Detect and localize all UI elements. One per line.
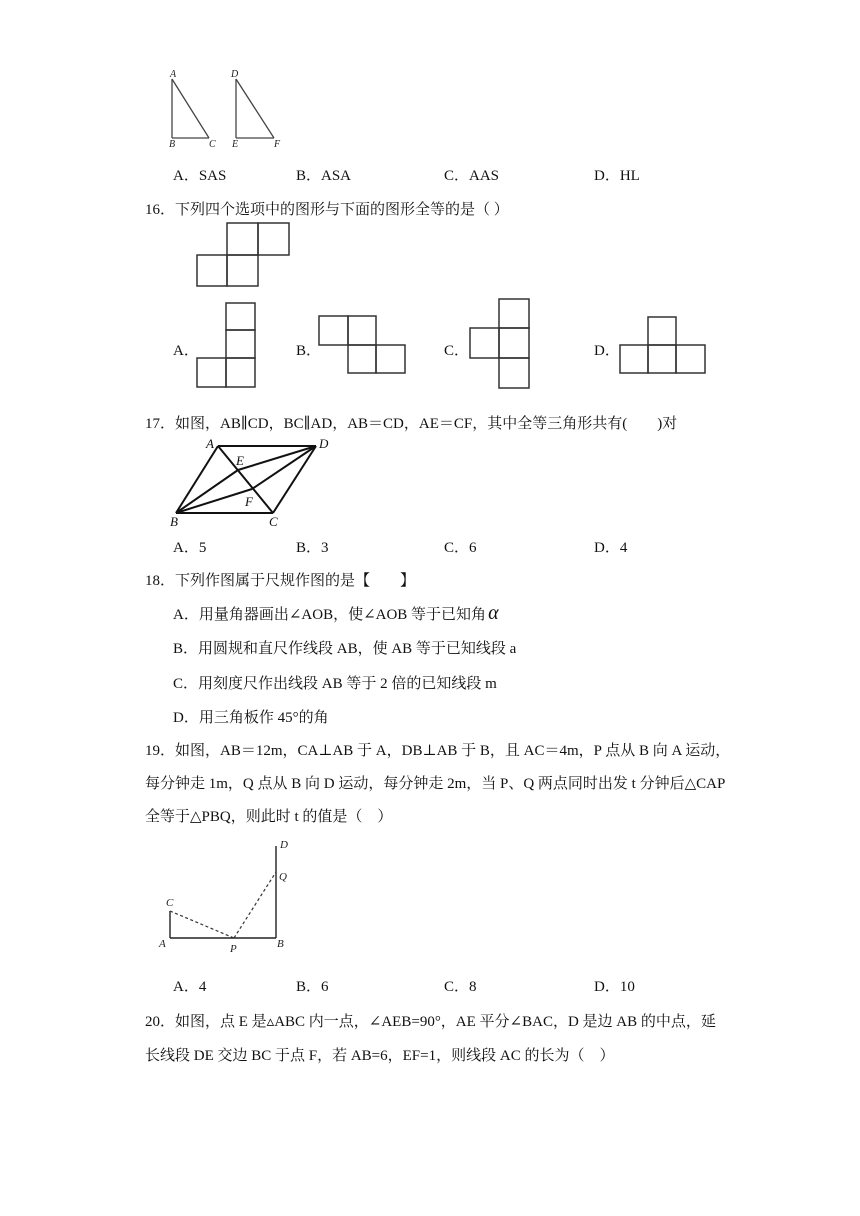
q17-label-c: C <box>269 514 278 529</box>
q19-option-c: C．8 <box>444 979 477 995</box>
alpha-symbol: α <box>488 602 499 624</box>
q19-line-2: 每分钟走 1m，Q 点从 B 向 D 运动，每分钟走 2m，当 P、Q 两点同时出发 t 分钟后△CAP <box>145 776 726 792</box>
q19-label-a: A <box>159 938 166 950</box>
q16-option-b-label: B． <box>296 343 322 359</box>
q16-stem: 16．下列四个选项中的图形与下面的图形全等的是（ ） <box>145 202 509 218</box>
q17-figure <box>168 436 348 528</box>
q15-label-c: C <box>209 139 216 150</box>
q19-label-c: C <box>166 897 174 909</box>
q18-option-a <box>173 602 499 625</box>
q15-option-a: A．SAS <box>173 168 227 184</box>
q15-label-b: B <box>169 139 176 150</box>
q18-option-c: C．用刻度尺作出线段 AB 等于 2 倍的已知线段 m <box>173 676 497 692</box>
q15-label-e: E <box>232 139 239 150</box>
q16-option-a-label: A． <box>173 343 199 359</box>
q19-label-q: Q <box>279 871 287 883</box>
q18-option-a-text: A．用量角器画出∠AOB，使∠AOB 等于已知角 <box>173 607 487 623</box>
q17-label-d: D <box>319 436 329 451</box>
q16-option-b-figure <box>318 315 408 377</box>
q16-option-d-label: D． <box>594 343 620 359</box>
q20-line-1: 20．如图，点 E 是▵ABC 内一点，∠AEB=90°，AE 平分∠BAC，D 是边 AB 的中点，延 <box>145 1014 716 1030</box>
q16-reference-figure <box>196 222 292 288</box>
q19-line-3: 全等于△PBQ，则此时 t 的值是（ ） <box>145 809 393 825</box>
q20-line-2: 长线段 DE 交边 BC 于点 F，若 AB=6，EF=1，则线段 AC 的长为（ ） <box>145 1048 615 1064</box>
q19-option-a: A．4 <box>173 979 207 995</box>
q19-line-1: 19．如图，AB＝12m，CA⊥AB 于 A，DB⊥AB 于 B，且 AC＝4m，P 点从 B 向 A 运动， <box>145 743 731 759</box>
q16-option-d-figure <box>619 316 709 376</box>
q15-label-f: F <box>274 139 281 150</box>
q19-label-d: D <box>280 839 288 851</box>
q18-option-b: B．用圆规和直尺作线段 AB，使 AB 等于已知线段 a <box>173 641 517 657</box>
q15-option-b: B．ASA <box>296 168 352 184</box>
q18-stem: 18．下列作图属于尺规作图的是【 】 <box>145 573 416 589</box>
q15-option-c: C．AAS <box>444 168 500 184</box>
q16-option-c-label: C． <box>444 343 470 359</box>
q17-label-e: E <box>236 453 244 468</box>
q19-option-b: B．6 <box>296 979 329 995</box>
q15-label-a: A <box>170 69 177 80</box>
q16-option-c-figure <box>469 298 533 392</box>
q17-option-d: D．4 <box>594 540 628 556</box>
q17-label-f: F <box>245 494 253 509</box>
q19-label-b: B <box>277 938 284 950</box>
q15-figure <box>165 68 295 150</box>
q15-option-d: D．HL <box>594 168 640 184</box>
q19-figure <box>155 836 305 956</box>
q19-label-p: P <box>230 943 237 955</box>
q17-label-a: A <box>206 436 214 451</box>
q15-label-d: D <box>231 69 239 80</box>
q18-option-d: D．用三角板作 45°的角 <box>173 710 329 726</box>
q19-option-d: D．10 <box>594 979 635 995</box>
q17-option-b: B．3 <box>296 540 329 556</box>
q17-option-a: A．5 <box>173 540 207 556</box>
q17-stem: 17．如图，AB∥CD，BC∥AD，AB＝CD，AE＝CF，其中全等三角形共有( )对 <box>145 416 678 432</box>
q17-option-c: C．6 <box>444 540 477 556</box>
q16-option-a-figure <box>196 302 260 390</box>
q17-label-b: B <box>170 514 178 529</box>
